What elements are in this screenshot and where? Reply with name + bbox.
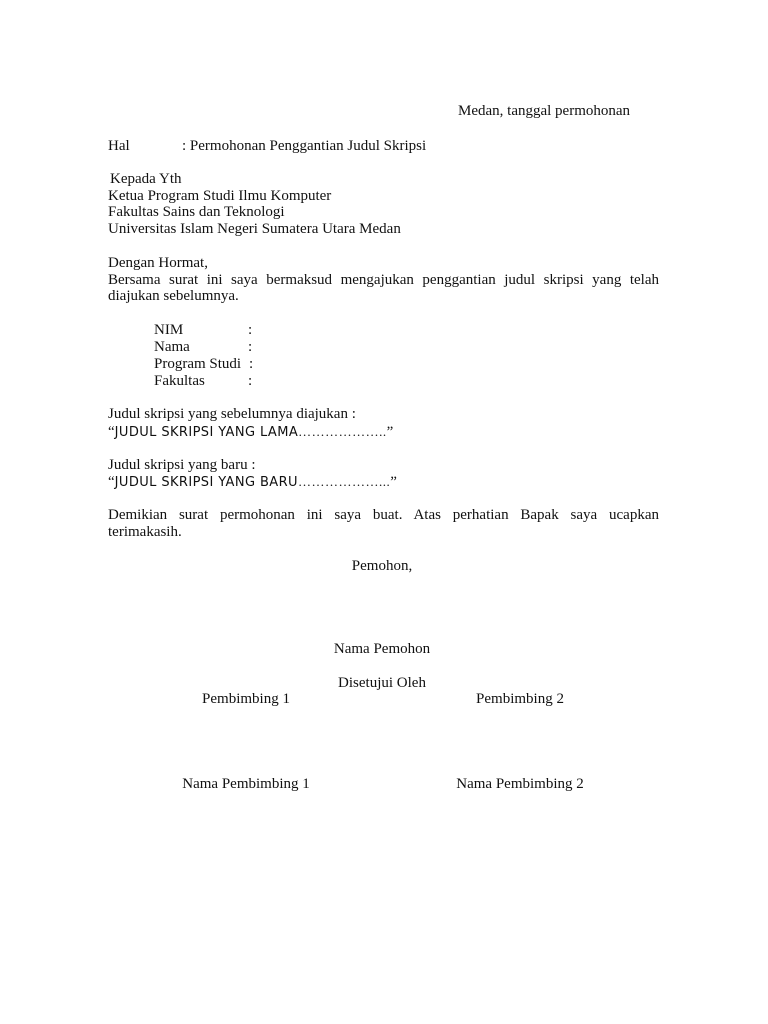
new-title-close-quote: ” [390,474,397,490]
field-colon-program-studi: : [249,356,254,372]
old-title-text: JUDUL SKRIPSI YANG LAMA [114,425,299,440]
applicant-name: Nama Pemohon [333,641,431,657]
new-title-label: Judul skripsi yang baru : [108,457,256,473]
advisor-2-name: Nama Pembimbing 2 [456,776,584,792]
closing-paragraph-line-1: Demikian surat permohonan ini saya buat. Atas perhatian Bapak saya ucapkan [108,507,659,523]
field-label-program-studi: Program Studi [154,356,242,372]
field-label-nama: Nama [154,339,190,355]
new-title-line [108,473,397,491]
advisor-1-label: Pembimbing 1 [202,691,290,707]
old-title-close-quote: ” [386,424,394,440]
advisor-1-name: Nama Pembimbing 1 [182,776,310,792]
old-title-dots: ……………….. [298,424,387,439]
place-date: Medan, tanggal permohonan [458,103,631,119]
new-title-dots: ………………... [297,474,391,489]
old-title-line [108,423,393,441]
opening-paragraph-line-1: Bersama surat ini saya bermaksud mengajukan penggantian judul skripsi yang telah [108,272,659,288]
old-title-label: Judul skripsi yang sebelumnya diajukan : [108,406,356,422]
opening-paragraph-line-2: diajukan sebelumnya. [108,288,239,304]
subject-label: Hal [108,138,130,154]
field-colon-nim: : [248,322,253,338]
recipient-line-3: Universitas Islam Negeri Sumatera Utara Medan [108,221,401,237]
salutation: Dengan Hormat, [108,255,208,271]
field-colon-fakultas: : [248,373,253,389]
field-colon-nama: : [248,339,253,355]
field-label-nim: NIM [154,322,184,338]
subject-text: : Permohonan Penggantian Judul Skripsi [182,138,427,154]
approved-by: Disetujui Oleh [338,675,426,691]
applicant-label: Pemohon, [351,558,413,574]
recipient-line-1: Ketua Program Studi Ilmu Komputer [108,188,332,204]
recipient-line-2: Fakultas Sains dan Teknologi [108,204,285,220]
old-title-open-quote: “ [108,424,115,440]
recipient-greeting: Kepada Yth [110,171,182,187]
field-label-fakultas: Fakultas [154,373,205,389]
advisor-2-label: Pembimbing 2 [476,691,564,707]
closing-paragraph-line-2: terimakasih. [108,524,182,540]
new-title-text: JUDUL SKRIPSI YANG BARU [114,475,298,490]
new-title-open-quote: “ [108,474,115,490]
